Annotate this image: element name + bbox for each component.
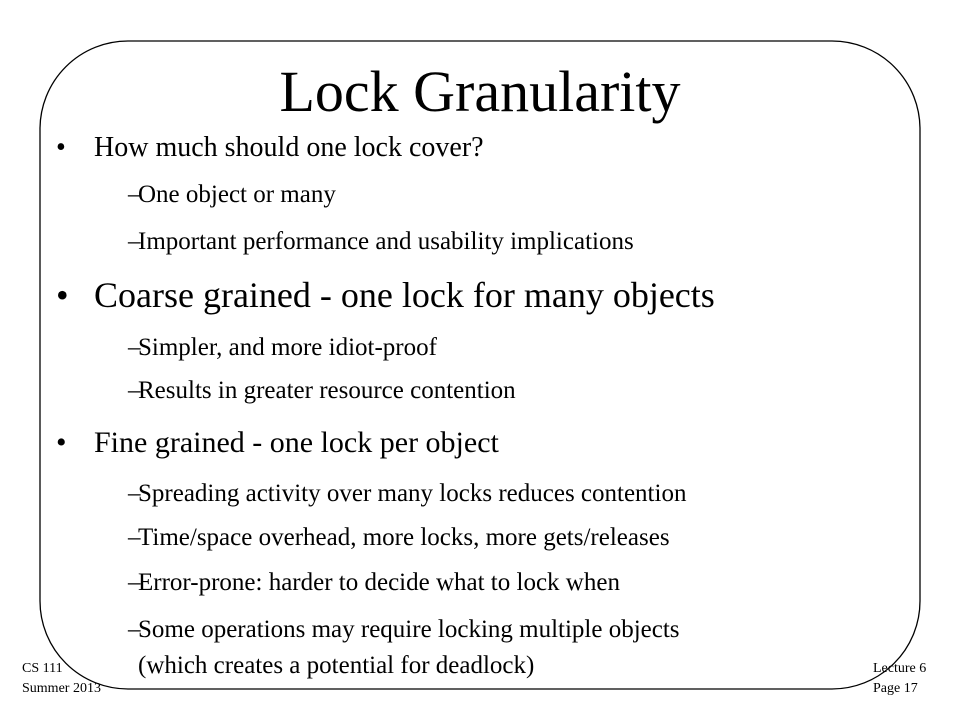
- dash-marker: –: [128, 377, 141, 404]
- sub-bullet-text: Results in greater resource contention: [138, 377, 516, 404]
- dash-marker: –: [128, 181, 141, 208]
- bullet-text: Fine grained - one lock per object: [94, 426, 499, 459]
- footer-page-number: Page 17: [873, 681, 918, 696]
- footer-course-name: CS 111: [22, 661, 63, 676]
- dash-marker: –: [128, 480, 141, 507]
- bullet-marker: •: [56, 275, 69, 315]
- sub-bullet-text: Important performance and usability implications: [138, 228, 634, 255]
- slide-title: Lock Granularity: [279, 59, 681, 124]
- sub-bullet-text: Some operations may require locking multiple objects: [138, 616, 680, 643]
- bullet-marker: •: [56, 426, 67, 459]
- sub-bullet-text: (which creates a potential for deadlock): [138, 652, 535, 679]
- sub-bullet-text: Spreading activity over many locks reduces contention: [138, 480, 687, 507]
- footer-page-info: [873, 659, 926, 699]
- dash-marker: –: [128, 569, 141, 596]
- bullet-text: How much should one lock cover?: [94, 132, 484, 163]
- dash-marker: –: [128, 334, 141, 361]
- dash-marker: –: [128, 228, 141, 255]
- sub-bullet-text: Simpler, and more idiot-proof: [138, 334, 437, 361]
- bullet-marker: •: [56, 132, 66, 163]
- sub-bullet-text: One object or many: [138, 181, 336, 208]
- dash-marker: –: [128, 524, 141, 551]
- dash-marker: –: [128, 616, 141, 643]
- bullet-text: Coarse grained - one lock for many objects: [94, 275, 715, 315]
- sub-bullet-text: Time/space overhead, more locks, more gets/releases: [138, 524, 670, 551]
- footer-lecture: Lecture 6: [873, 661, 927, 676]
- footer-course: [22, 659, 101, 699]
- footer-term: Summer 2013: [22, 681, 101, 696]
- sub-bullet-text: Error-prone: harder to decide what to lock when: [138, 569, 620, 596]
